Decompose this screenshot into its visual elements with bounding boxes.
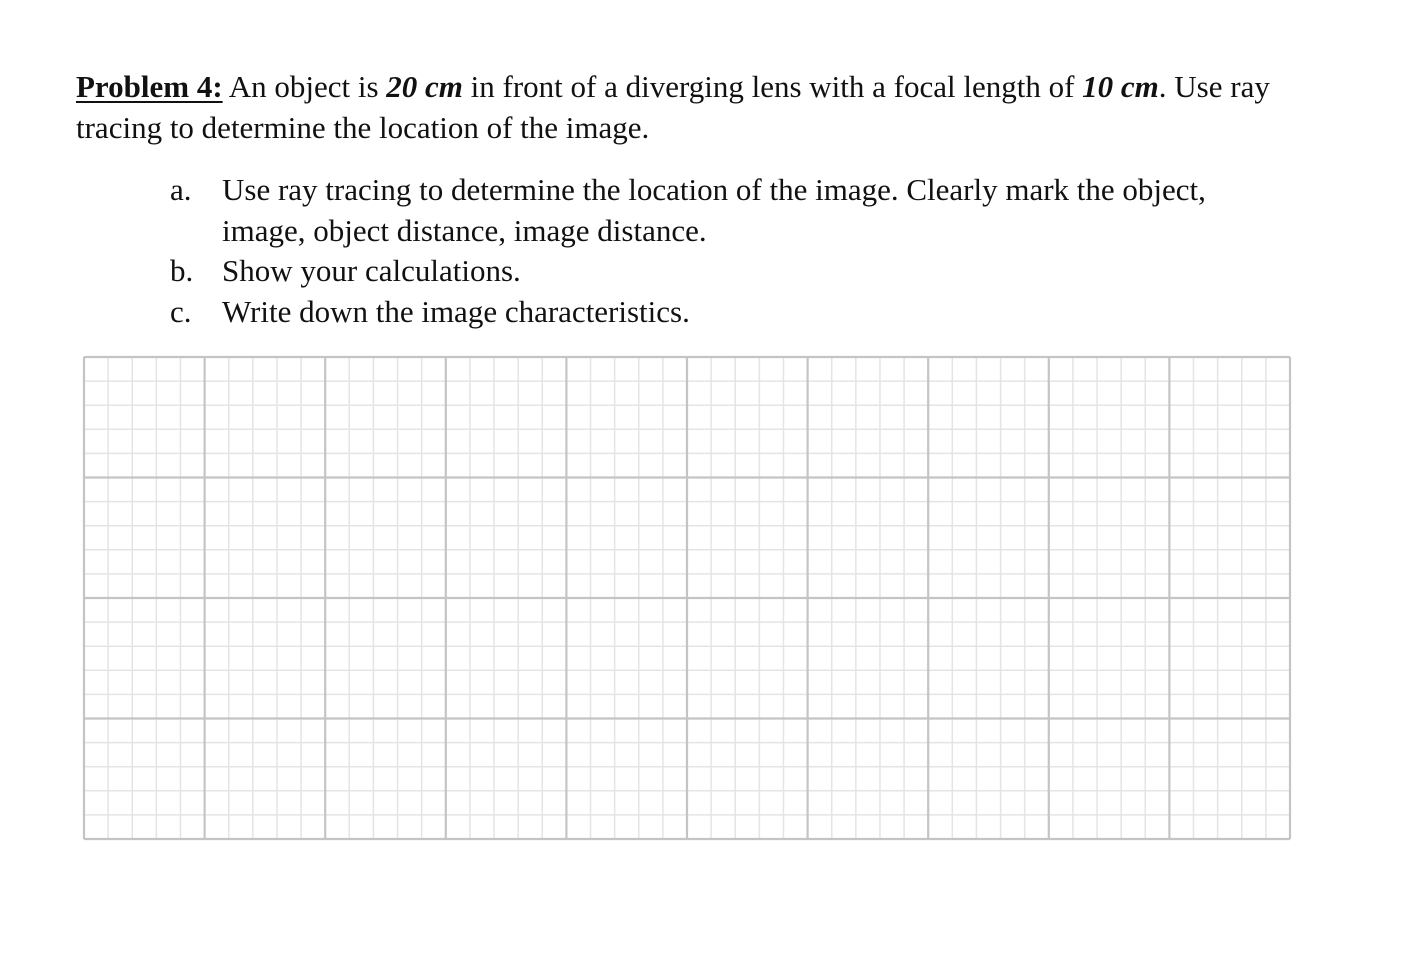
subpart-text: Write down the image characteristics.	[222, 293, 690, 329]
subpart-text: Use ray tracing to determine the location of the image. Clearly mark the object, image, object distance, image distance.	[222, 172, 1206, 248]
object-distance: 20 cm	[386, 69, 463, 104]
focal-length: 10 cm	[1082, 69, 1159, 104]
subpart-c	[170, 292, 1280, 333]
problem-text-3: . Use ray tracing to determine the location of the image.	[76, 69, 1270, 145]
problem-text-2: in front of a diverging lens with a focal length of	[462, 69, 1083, 104]
subpart-marker: b.	[170, 253, 194, 288]
subpart-list	[170, 170, 1280, 332]
subpart-marker: c.	[170, 293, 192, 329]
problem-text-1: An object is	[222, 69, 387, 104]
graph-paper-grid	[82, 355, 1292, 841]
subpart-b	[170, 251, 1280, 292]
problem-statement	[76, 66, 1316, 148]
subpart-marker: a.	[170, 172, 192, 207]
subpart-a	[170, 170, 1280, 251]
graph-paper[interactable]	[82, 355, 1292, 841]
subpart-text: Show your calculations.	[222, 253, 521, 288]
problem-label: Problem 4:	[76, 69, 223, 104]
